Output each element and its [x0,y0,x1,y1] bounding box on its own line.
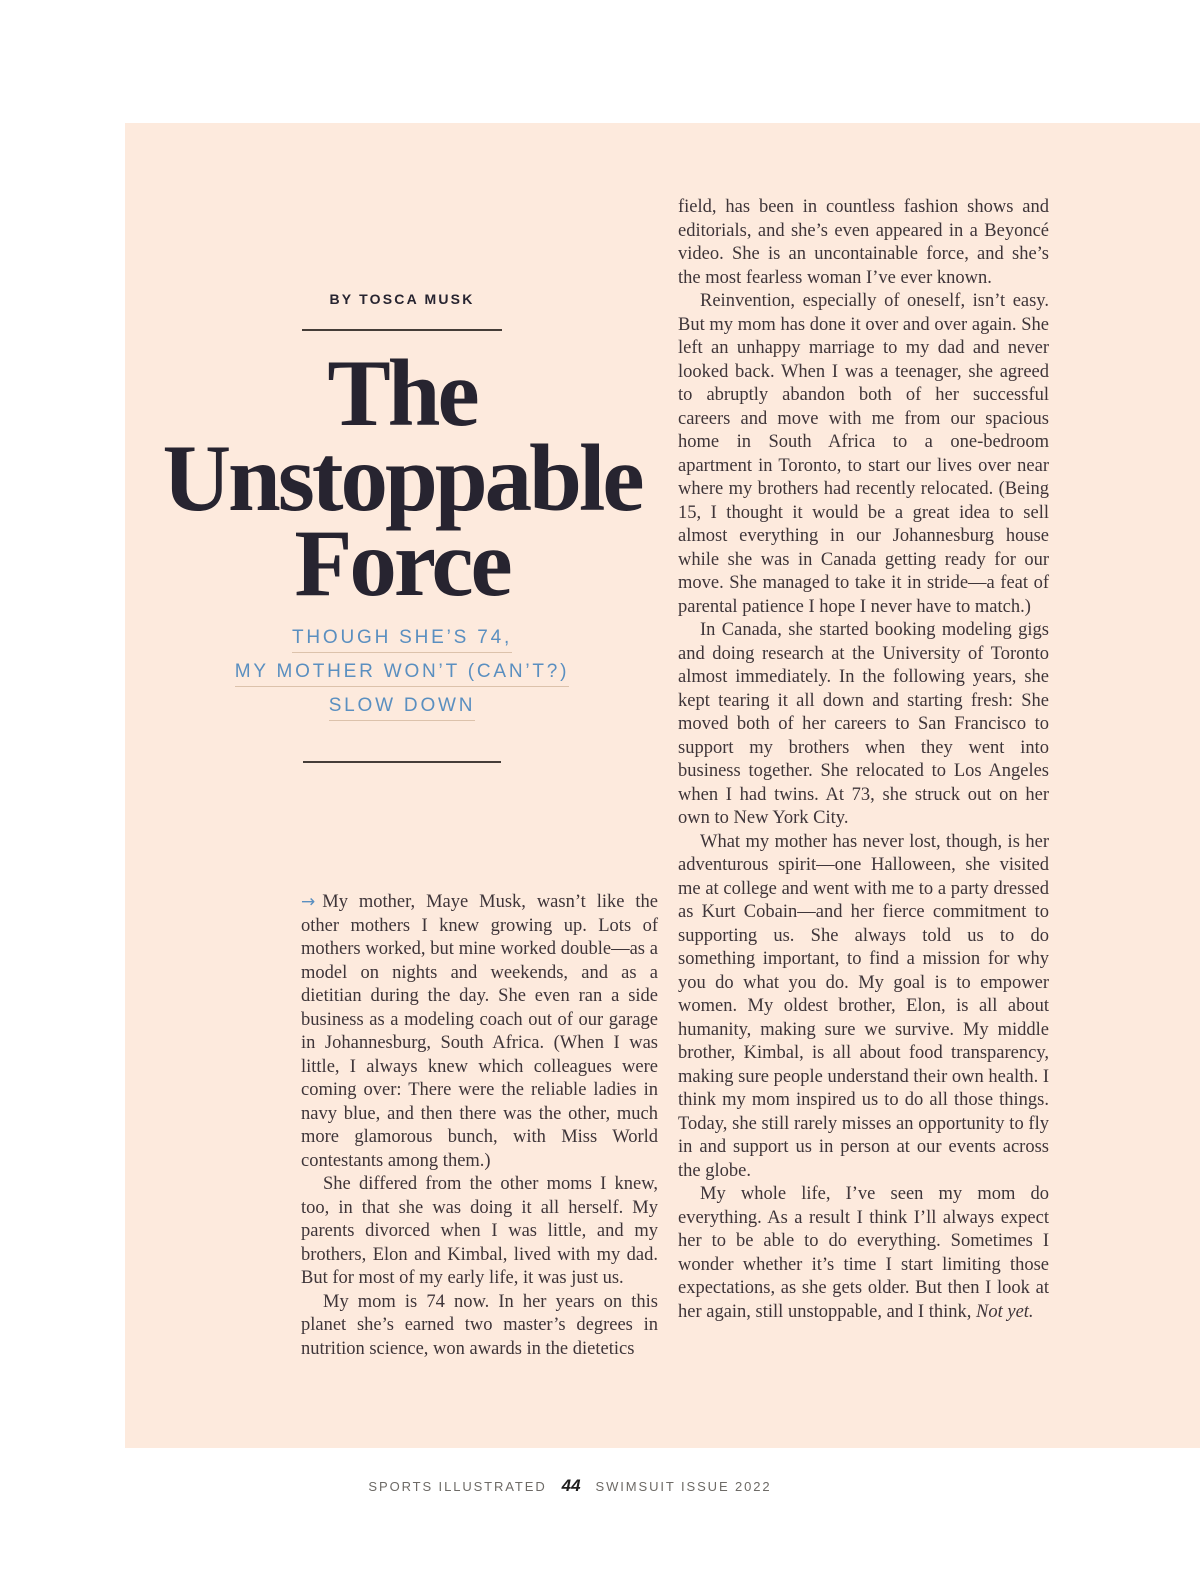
article-deck [162,628,642,721]
deck-line-text: SLOW DOWN [329,696,476,721]
title-line: The [327,340,477,446]
page-number: 44 [561,1476,581,1495]
body-paragraph: Reinvention, especially of oneself, isn’t easy. But my mom has done it over and over again. She left an unhappy marriage to my dad and never looked back. When I was a teenager, she agreed to abruptly abandon both of her successful careers and move with me from our spacious home in South Africa to a one-bedroom apartment in Toronto, to start our lives over near where my brothers had recently relocated. (Being 15, I thought it would be a great idea to sell almost everything in our Johannesburg house while she was in Canada getting ready for our move. She managed to take it in stride—a feat of parental patience I hope I never have to match.) [678,291,1049,617]
paragraph-text: My whole life, I’ve seen my mom do everything. As a result I think I’ll always expect her to be able to do everything. Sometimes I wonder whether it’s time I start limiting those expectations, as she gets older. But then I look at her again, still unstoppable, and I think, [678,1184,1049,1322]
body-paragraph: field, has been in countless fashion shows and editorials, and she’s even appeared in a Beyoncé video. She is an uncontainable force, and she’s the most fearless woman I’ve ever known. [678,197,1049,288]
byline: BY TOSCA MUSK [329,291,475,307]
body-paragraph: My mom is 74 now. In her years on this planet she’s earned two master’s degrees in nutrition science, won awards in the dietetics [301,1291,658,1359]
title-line: Force [294,510,510,616]
body-paragraph [678,1183,1049,1324]
right-column [678,196,1049,1324]
byline-rule [302,329,502,331]
italic-phrase: Not yet. [976,1301,1034,1322]
page-footer [0,1476,1140,1496]
deck-line-text: THOUGH SHE’S 74, [292,628,512,653]
body-paragraph: She differed from the other moms I knew, too, in that she was doing it all herself. My parents divorced when I was little, and my brothers, Elon and Kimbal, lived with my dad. But for most of my early life, it was just us. [301,1174,658,1288]
article-title [162,340,642,616]
paragraph-text: My mother, Maye Musk, wasn’t like the other mothers I knew growing up. Lots of mothers worked, but mine worked double—as a model on nights and weekends, and as a dietitian during the day. She even ran a side business as a modeling coach out of our garage in Johannesburg, South Africa. (When I was little, I always knew which colleagues were coming over: There were the reliable ladies in navy blue, and then there was the other, much more glamorous bunch, with Miss World contestants among them.) [301,892,658,1171]
deck-line [162,662,642,687]
article-header [162,291,642,763]
body-paragraph [301,891,658,1173]
left-column [301,891,658,1361]
title-line: Unstoppable [162,425,642,531]
issue-name: SWIMSUIT ISSUE 2022 [595,1478,772,1494]
body-paragraph: In Canada, she started booking modeling gigs and doing research at the University of Toronto almost immediately. In the following years, she kept tearing it all down and starting fresh: She moved both of her careers to San Francisco to support my brothers when they went into business together. She relocated to Los Angeles when I had twins. At 73, she struck out on her own to New York City. [678,620,1049,828]
magazine-name: SPORTS ILLUSTRATED [368,1478,547,1494]
deck-line [162,628,642,653]
body-paragraph: What my mother has never lost, though, is her adventurous spirit—one Halloween, she visited me at college and went with me to a party dressed as Kurt Cobain—and her fierce commitment to supporting us. She always told us to do something important, to find a mission for why you do what you do. My goal is to empower women. My oldest brother, Elon, is all about humanity, making sure we survive. My middle brother, Kimbal, is all about food transparency, making sure people understand their own health. I think my mom inspired us to do all those things. Today, she still rarely misses an opportunity to fly in and support us in person at our events across the globe. [678,831,1049,1181]
arrow-right-icon: → [301,892,316,912]
deck-line [162,696,642,721]
deck-line-text: MY MOTHER WON’T (CAN’T?) [235,662,570,687]
deck-divider-rule [303,761,501,763]
